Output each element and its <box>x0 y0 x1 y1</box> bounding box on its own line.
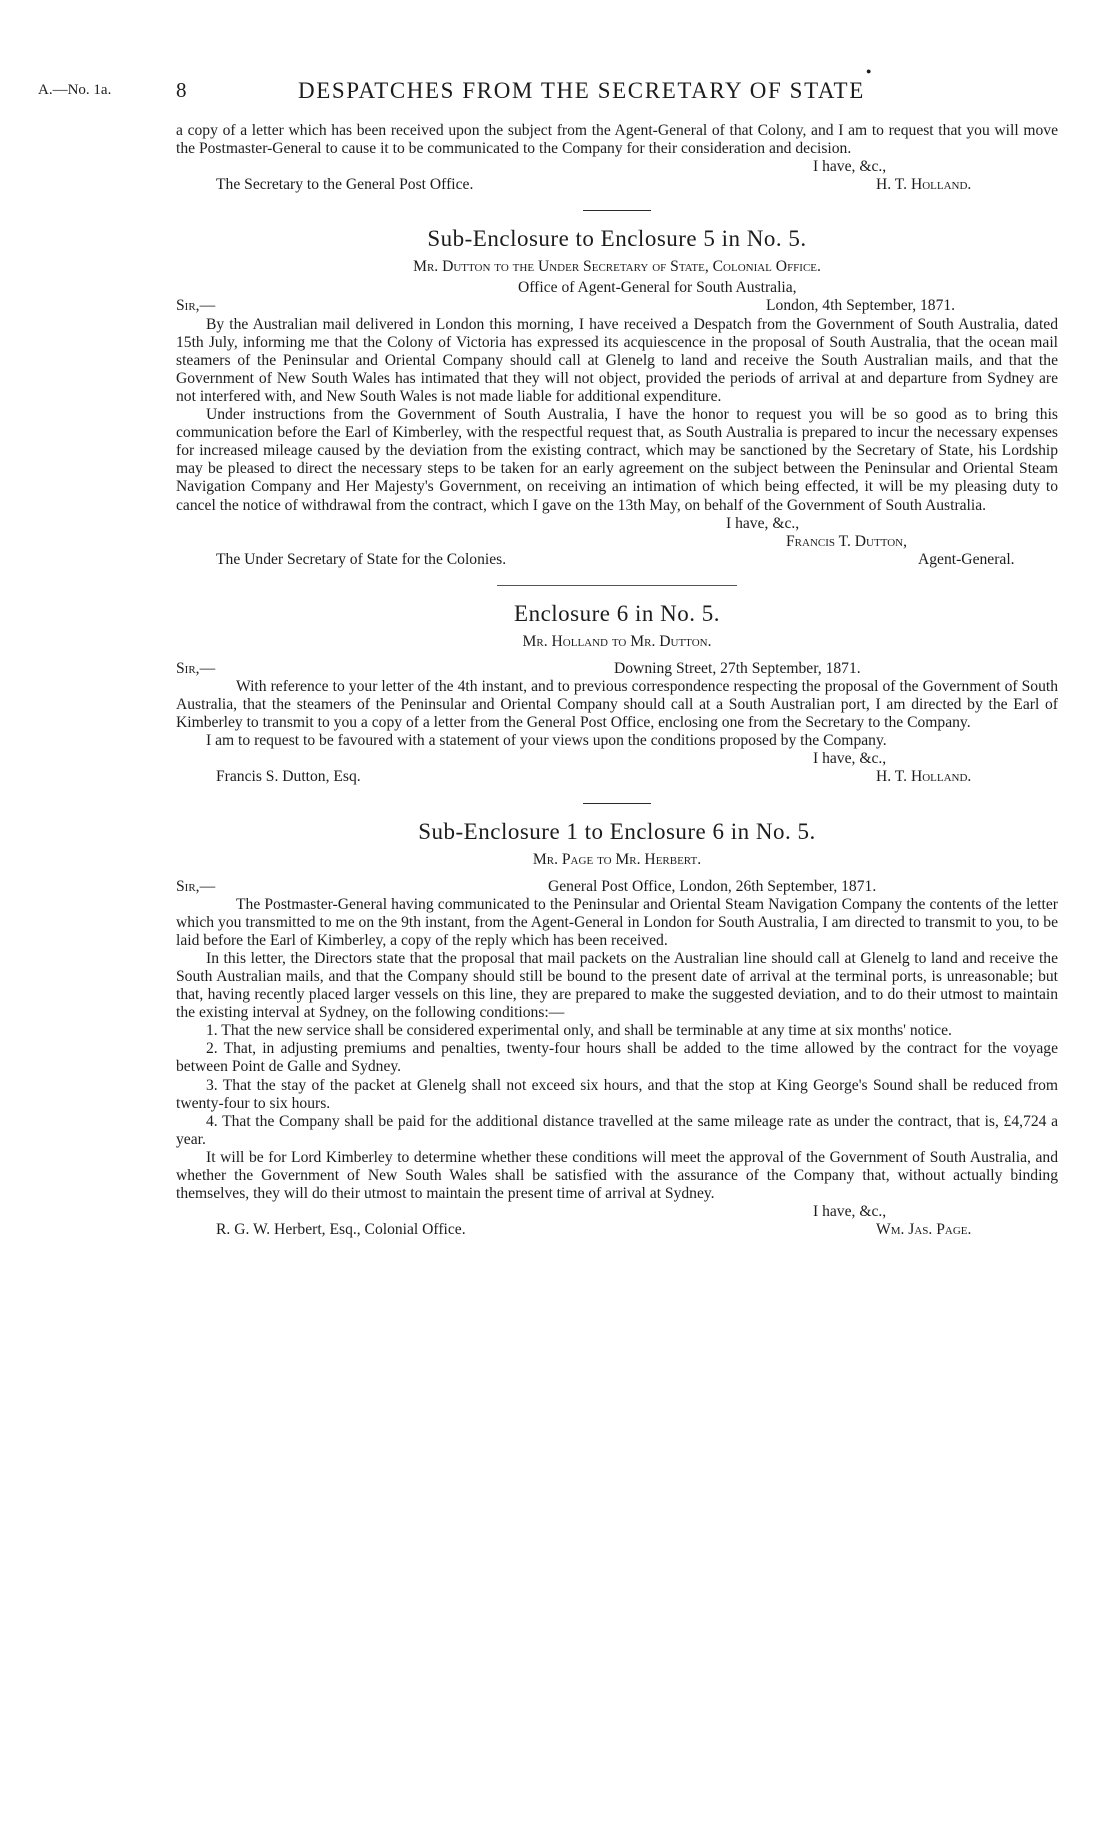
page-header <box>38 66 1038 108</box>
sub-enclosure-6 <box>176 818 1058 1240</box>
section-heading: Sub-Enclosure to Enclosure 5 in No. 5. <box>427 226 807 252</box>
from-to-line: Mr. Holland to Mr. Dutton. <box>522 632 712 650</box>
addressee: The Under Secretary of State for the Colonies. <box>216 550 507 568</box>
section-heading: Enclosure 6 in No. 5. <box>514 600 720 626</box>
from-to-line: Mr. Dutton to the Under Secretary of State, Colonial Office. <box>413 258 821 276</box>
paragraph: By the Australian mail delivered in London this morning, I have received a Despatch from the Government of South Australia, dated 15th July, informing me that the Colony of Victoria has expressed its acquiescence in the proposal of South Australia, that the ocean mail steamers of the Peninsular and Oriental Company should call at Glenelg to land and receive the South Australian mails, and that the Government of New South Wales has intimated that they will not object, provided the periods of arrival at and departure from Sydney are not interfered with, and New South Wales is not made liable for additional expenditure. <box>176 315 1058 405</box>
paragraph: Under instructions from the Government of South Australia, I have the honor to request you will be so good as to bring this communication before the Earl of Kimberley, with the respectful request that, as South Australia is prepared to incur the necessary expenses for increased mileage caused by the deviation from the existing contract, which may be sanctioned by the Secretary of State, his Lordship may be pleased to direct the necessary steps to be taken for an early agreement on the subject between the Peninsular and Oriental Steam Navigation Company and Her Majesty's Government, on receiving an intimation of which being effected, it will be my pleasing duty to cancel the notice of withdrawal from the contract, which I gave on the 13th May, on behalf of the Government of South Australia. <box>176 406 1058 514</box>
salutation: Sir,— <box>176 659 216 677</box>
page-number: 8 <box>176 78 187 102</box>
closing-row <box>176 515 1058 533</box>
paragraph: It will be for Lord Kimberley to determine whether these conditions will meet the approval of the Government of South Australia, and whether the Government of New South Wales shall be satisfied with the assurance of the Company that, without actually binding themselves, they will do their utmost to maintain the present time of arrival at Sydney. <box>176 1148 1058 1203</box>
addressee: R. G. W. Herbert, Esq., Colonial Office. <box>216 1221 466 1239</box>
salutation-row <box>176 660 1058 678</box>
condition-item: 2. That, in adjusting premiums and penalties, twenty-four hours shall be added to the time allowed by the contract for the voyage between Point de Galle and Sydney. <box>176 1040 1058 1076</box>
signature-row <box>176 1221 1058 1239</box>
enclosure-6 <box>176 600 1058 787</box>
addressee: Francis S. Dutton, Esq. <box>216 768 361 786</box>
salutation-row <box>176 878 1058 896</box>
signature-row <box>176 533 1058 551</box>
signature: H. T. Holland. <box>876 768 972 786</box>
closing: I have, &c., <box>726 514 800 532</box>
letter-date: London, 4th September, 1871. <box>766 297 956 315</box>
paragraph: In this letter, the Directors state that the proposal that mail packets on the Australian line should call at Glenelg to land and receive the South Australian mails, and that the Company should still be bound to the present date of arrival at the terminal ports, is unreasonable; but that, having recently placed larger vessels on this line, they are prepared to make the suggested deviation, and to do their utmost to maintain the existing interval at Sydney, on the following conditions:— <box>176 949 1058 1022</box>
salutation: Sir,— <box>176 297 216 315</box>
closing-row <box>176 1203 1058 1221</box>
paragraph: The Postmaster-General having communicated to the Peninsular and Oriental Steam Navigation Company the contents of the letter which you transmitted to me on the 9th instant, from the Agent-General in London for South Australia, I am directed to transmit to you, to be laid before the Earl of Kimberley, a copy of the reply which has been received. <box>176 895 1058 949</box>
signature-row <box>176 768 1058 786</box>
section-divider <box>497 585 737 586</box>
condition-item: 3. That the stay of the packet at Glenelg shall not exceed six hours, and that the stop at King George's Sound shall be reduced from twenty-four to six hours. <box>176 1076 1058 1112</box>
addressee: The Secretary to the General Post Office. <box>216 176 474 194</box>
closing: I have, &c., <box>813 158 887 176</box>
document-reference: A.—No. 1a. <box>38 82 112 98</box>
condition-item: 1. That the new service shall be considered experimental only, and shall be terminable at any time at six months' notice. <box>206 1022 952 1040</box>
running-title: DESPATCHES FROM THE SECRETARY OF STATE <box>298 78 865 103</box>
signature: Wm. Jas. Page. <box>876 1221 972 1239</box>
document-body <box>176 122 1058 1239</box>
salutation-row <box>176 297 1058 315</box>
sub-enclosure-5 <box>176 225 1058 569</box>
section-divider <box>583 210 651 211</box>
section-heading: Sub-Enclosure 1 to Enclosure 6 in No. 5. <box>418 818 816 844</box>
office-row <box>176 279 1058 297</box>
salutation: Sir,— <box>176 877 216 895</box>
top-letter <box>176 122 1058 194</box>
closing: I have, &c., <box>813 1203 887 1221</box>
paragraph: I am to request to be favoured with a statement of your views upon the conditions proposed by the Company. <box>206 732 887 750</box>
signature-row <box>176 176 1058 194</box>
letter-text: a copy of a letter which has been received upon the subject from the Agent-General of that Colony, and I am to request that you will move the Postmaster-General to cause it to be communicated to the Company for their consideration and decision. <box>176 122 1058 158</box>
condition-item: 4. That the Company shall be paid for the additional distance travelled at the same mileage rate as under the contract, that is, £4,724 a year. <box>176 1112 1058 1148</box>
office-address: Office of Agent-General for South Australia, <box>518 279 797 297</box>
from-to-line: Mr. Page to Mr. Herbert. <box>532 850 702 868</box>
section-divider <box>583 803 651 804</box>
letter-date: General Post Office, London, 26th September, 1871. <box>548 877 877 895</box>
print-mark: ● <box>866 66 872 76</box>
closing: I have, &c., <box>813 750 887 768</box>
signature-title: Agent-General. <box>918 550 1015 568</box>
closing-row <box>176 750 1058 768</box>
closing-row <box>176 158 1058 176</box>
paragraph: With reference to your letter of the 4th instant, and to previous correspondence respecting the proposal of the Government of South Australia, that the steamers of the Peninsular and Oriental Company should call at a South Australian port, I am directed by the Earl of Kimberley to transmit to you a copy of a letter from the General Post Office, enclosing one from the Secretary to the Company. <box>176 677 1058 732</box>
signature: H. T. Holland. <box>876 176 972 194</box>
letter-date: Downing Street, 27th September, 1871. <box>614 659 861 677</box>
signature: Francis T. Dutton, <box>786 532 908 550</box>
addressee-row <box>176 551 1058 569</box>
